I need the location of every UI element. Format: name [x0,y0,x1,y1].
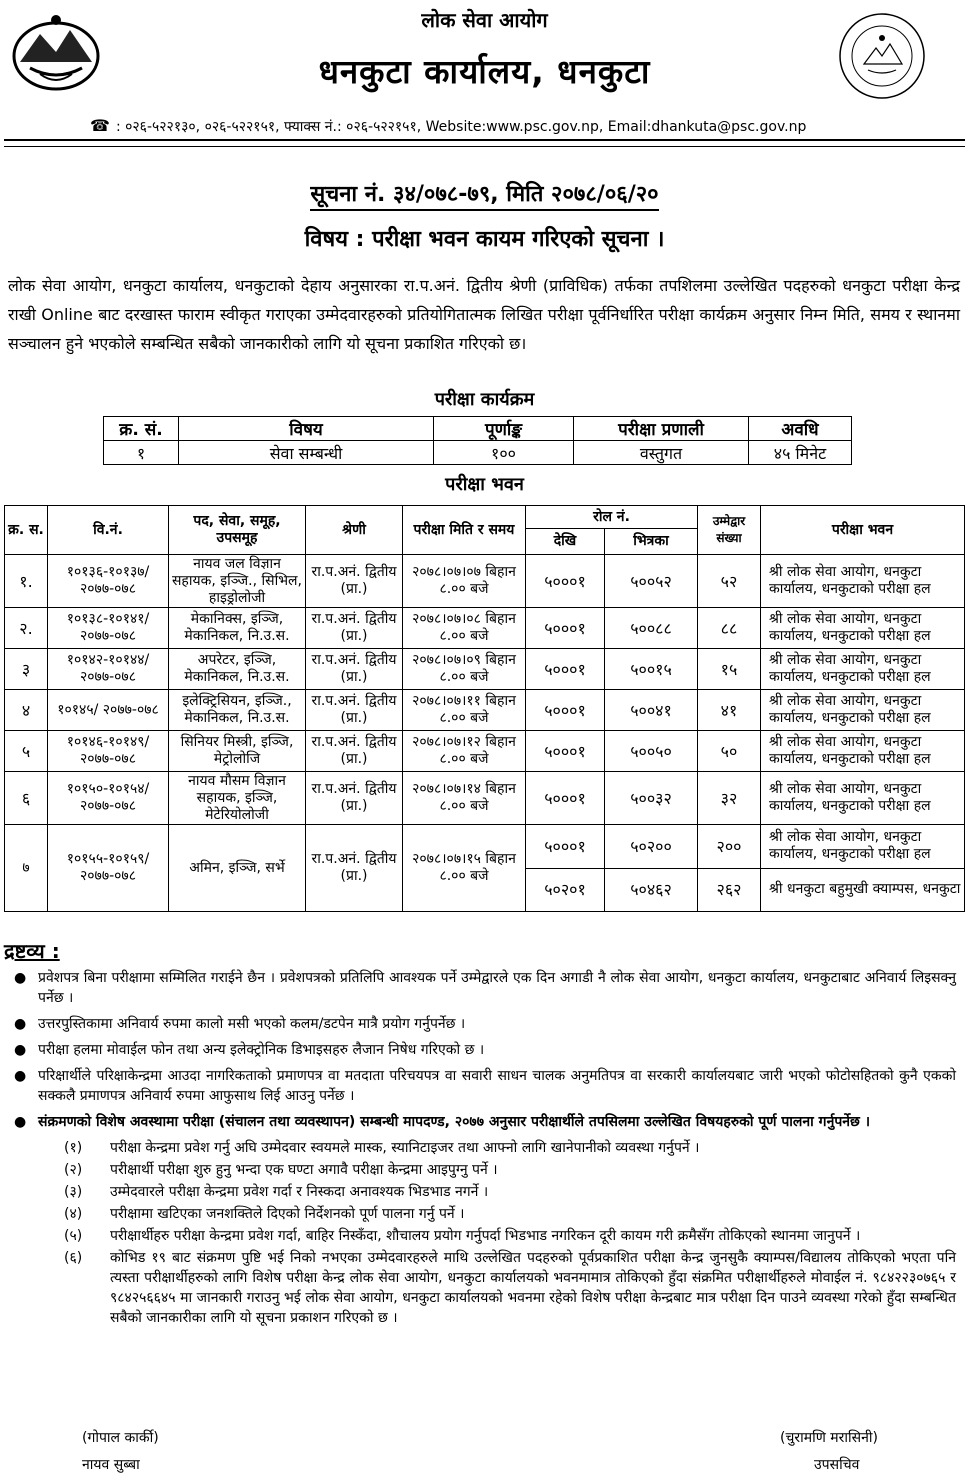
hall-sn: ४ [5,690,48,731]
signatory-title: नायव सुब्बा [82,1457,140,1473]
hall-post: अपरेटर, इञ्जि, मेकानिकल, नि.उ.स. [169,649,306,690]
schedule-cell: वस्तुगत [574,441,749,465]
item-number: (४) [64,1206,83,1222]
hall-level: रा.प.अनं. द्वितीय (प्रा.) [306,555,403,608]
contact-line [90,116,806,136]
bullet-icon: ● [14,1114,27,1130]
hall-header-from: देखि [526,529,605,555]
hall-adv: १०१५०-१०१५४/ २०७७-०७८ [48,772,169,825]
hall-level: रा.प.अनं. द्वितीय (प्रा.) [306,649,403,690]
list-item: (४) परीक्षामा खटिएका जनशक्तिले दिएको निर्देशनको पूर्ण पालना गर्नु पर्ने । [64,1206,465,1222]
hall-datetime: २०७८।०७।०९ बिहान ८.०० बजे [403,649,526,690]
hall-sn: ३ [5,649,48,690]
hall-adv: १०१४६-१०१४९/ २०७७-०७८ [48,731,169,772]
hall-count: २०० [698,825,761,869]
hall-roll-to: ५००५० [605,731,698,772]
schedule-header-row [104,417,852,441]
header-divider-thin [4,146,965,147]
notes-section [14,968,956,1330]
list-item: (६) कोभिड १९ बाट संक्रमण पुष्टि भई निको नभएका उम्मेदवारहरुले माथि उल्लेखित पदहरुको पूर्वप्रकाशित परीक्षा केन्द्र जुनसुकै क्याम्पस/विद्यालय तोकिएको भएता पनि त्यस्ता परीक्षार्थीहरुको लागि विशेष परीक्षा केन्द्र लोक सेवा आयोग, धनकुटा कार्यालयको भवनमामात्र तोकिएको हुँदा संक्रमित परीक्षार्थीहरुले मोवाईल नं. ९८४२२३०७६५ र ९८४२५६६४५ मा जानकारी गराउनु भई लोक सेवा आयोग, धनकुटा कार्यालयको भवनमा रहेको विशेष परीक्षा केन्द्रबाट मात्र परीक्षा दिन पाउने व्यवस्था गरेको हुँदा सम्बन्धित सबैको जानकारीका लागि यो सूचना प्रकाशन गरिएको छ । [64,1250,956,1326]
hall-level: रा.प.अनं. द्वितीय (प्रा.) [306,772,403,825]
list-item: ● परिक्षार्थीले परिक्षाकेन्द्रमा आउदा नागरिकताको प्रमाणपत्र वा मतदाता परिचयपत्र वा सवारी साधन चालक अनुमतिपत्र वा सरकारी कार्यालयबाट जारी भएको फोटोसहितको कुनै एकको सक्कलै प्रमाणपत्र अनिवार्य रुपमा आफुसाथ लिई आउनु पर्नेछ । [14,1068,956,1104]
hall-adv: १०१३६-१०१३७/ २०७७-०७८ [48,555,169,608]
hall-adv: १०१४२-१०१४४/ २०७७-०७८ [48,649,169,690]
schedule-header: अवधि [749,417,852,441]
office-name: धनकुटा कार्यालय, धनकुटा [318,52,651,91]
item-number: (१) [64,1140,83,1156]
schedule-cell: १ [104,441,179,465]
hall-venue: श्री लोक सेवा आयोग, धनकुटा कार्यालय, धनकुटाको परीक्षा हल [761,825,965,869]
item-number: (२) [64,1162,83,1178]
item-number: (५) [64,1228,83,1244]
hall-roll-to: ५००४१ [605,690,698,731]
hall-level: रा.प.अनं. द्वितीय (प्रा.) [306,690,403,731]
schedule-header: परीक्षा प्रणाली [574,417,749,441]
hall-roll-to: ५००८८ [605,608,698,649]
list-item: (१) परीक्षा केन्द्रमा प्रवेश गर्नु अघि उम्मेदवार स्वयमले मास्क, स्यानिटाइजर तथा आफ्नो लागि खानेपानीको व्यवस्था गर्नुपर्ने । [64,1140,700,1156]
signature-right [780,1425,878,1479]
item-number: (३) [64,1184,83,1200]
hall-header-to: भित्रका [605,529,698,555]
letterhead [0,0,969,150]
hall-sn: २. [5,608,48,649]
hall-post: अमिन, इञ्जि, सर्भे [169,825,306,912]
list-item: (२) परीक्षार्थी परीक्षा शुरु हुनु भन्दा एक घण्टा अगावै परीक्षा केन्द्रमा आइपुग्नु पर्ने । [64,1162,498,1178]
schedule-title: परीक्षा कार्यक्रम [434,389,535,410]
hall-post: नायव जल विज्ञान सहायक, इञ्जि., सिभिल, हाइड्रोलोजी [169,555,306,608]
hall-sn: १. [5,555,48,608]
hall-venue: श्री लोक सेवा आयोग, धनकुटा कार्यालय, धनकुटाको परीक्षा हल [761,731,965,772]
hall-header-post: पद, सेवा, समूह, उपसमूह [169,506,306,555]
schedule-cell: १०० [434,441,574,465]
list-item: ● प्रवेशपत्र बिना परीक्षामा सम्मिलित गराईने छैन । प्रवेशपत्रको प्रतिलिपि आवश्यक पर्ने उम्मेद्वारले एक दिन अगाडी नै लोक सेवा आयोग, धनकुटा कार्यालय, धनकुटाबाट अनिवार्य लिइसक्नु पर्नेछ । [14,970,956,1006]
hall-post: इलेक्ट्रिसियन, इञ्जि., मेकानिकल, नि.उ.स. [169,690,306,731]
hall-roll-from: ५०००१ [526,825,605,869]
schedule-table [103,416,852,465]
hall-venue: श्री लोक सेवा आयोग, धनकुटा कार्यालय, धनकुटाको परीक्षा हल [761,649,965,690]
table-row [5,649,965,690]
notes-title: द्रष्टव्य : [4,939,60,963]
hall-header-count: उम्मेद्वार संख्या [698,506,761,555]
table-row [5,555,965,608]
hall-sn: ६ [5,772,48,825]
hall-level: रा.प.अनं. द्वितीय (प्रा.) [306,825,403,912]
signatory-name: (गोपाल कार्की) [82,1430,159,1446]
notice-number: सूचना नं. ३४/०७८-७९, मिति २०७८/०६/२० [0,178,969,208]
hall-datetime: २०७८।०७।१४ बिहान ८.०० बजे [403,772,526,825]
psc-seal-icon [836,12,928,100]
exam-hall-table [4,505,965,912]
hall-venue: श्री लोक सेवा आयोग, धनकुटा कार्यालय, धनकुटाको परीक्षा हल [761,608,965,649]
hall-venue: श्री लोक सेवा आयोग, धनकुटा कार्यालय, धनकुटाको परीक्षा हल [761,555,965,608]
hall-header-adv: वि.नं. [48,506,169,555]
hall-roll-from: ५०००१ [526,690,605,731]
signatory-title: उपसचिव [814,1457,860,1473]
hall-header-datetime: परीक्षा मिति र समय [403,506,526,555]
table-row [5,731,965,772]
table-row [5,690,965,731]
list-item: (५) परीक्षार्थीहरु परीक्षा केन्द्रमा प्रवेश गर्दा, बाहिर निस्कँदा, शौचालय प्रयोग गर्नुपर्दा भिडभाड नगरिकन दूरी कायम गरी क्रमैसँग तोकिएको स्थानमा जानुपर्ने । [64,1228,861,1244]
hall-post: मेकानिक्स, इञ्जि, मेकानिकल, नि.उ.स. [169,608,306,649]
hall-post: नायव मौसम विज्ञान सहायक, इञ्जि, मेटेरियोलोजी [169,772,306,825]
hall-header-row [5,506,965,529]
hall-level: रा.प.अनं. द्वितीय (प्रा.) [306,731,403,772]
hall-header-venue: परीक्षा भवन [761,506,965,555]
signature-left [82,1425,159,1479]
hall-sn: ५ [5,731,48,772]
hall-roll-to: ५००१५ [605,649,698,690]
schedule-header: विषय [179,417,434,441]
signatory-name: (चुरामणि मरासिनी) [780,1430,878,1446]
hall-header-level: श्रेणी [306,506,403,555]
hall-sn: ७ [5,825,48,912]
hall-venue: श्री लोक सेवा आयोग, धनकुटा कार्यालय, धनकुटाको परीक्षा हल [761,690,965,731]
list-item: (३) उम्मेदवारले परीक्षा केन्द्रमा प्रवेश गर्दा र निस्कदा अनावश्यक भिडभाड नगर्ने । [64,1184,489,1200]
schedule-row [104,441,852,465]
header-divider [4,139,965,141]
hall-adv: १०१५५-१०१५९/ २०७७-०७८ [48,825,169,912]
hall-level: रा.प.अनं. द्वितीय (प्रा.) [306,608,403,649]
hall-count: २६२ [698,868,761,912]
hall-roll-from: ५०००१ [526,649,605,690]
hall-roll-from: ५०००१ [526,555,605,608]
schedule-header: क्र. सं. [104,417,179,441]
hall-roll-from: ५०००१ [526,608,605,649]
list-item: ● संक्रमणको विशेष अवस्थामा परीक्षा (संचालन तथा व्यवस्थापन) सम्बन्धी मापदण्ड, २०७७ अनुसार परीक्षार्थीले तपसिलमा उल्लेखित विषयहरुको पूर्ण पालना गर्नुपर्नेछ । [14,1114,871,1130]
hall-roll-from: ५०००१ [526,772,605,825]
hall-count: ४१ [698,690,761,731]
table-row [5,772,965,825]
hall-adv: १०१४५/ २०७७-०७८ [48,690,169,731]
hall-datetime: २०७८।०७।०७ बिहान ८.०० बजे [403,555,526,608]
schedule-cell: सेवा सम्बन्धी [179,441,434,465]
hall-roll-to: ५०२०० [605,825,698,869]
hall-adv: १०१३८-१०१४१/ २०७७-०७८ [48,608,169,649]
hall-datetime: २०७८।०७।१२ बिहान ८.०० बजे [403,731,526,772]
hall-post: सिनियर मिस्त्री, इञ्जि, मेट्रोलोजि [169,731,306,772]
bullet-icon: ● [14,1068,27,1084]
hall-venue: श्री धनकुटा बहुमुखी क्याम्पस, धनकुटा [761,868,965,912]
hall-header-roll: रोल नं. [526,506,698,529]
notice-subject: विषय : परीक्षा भवन कायम गरिएको सूचना । [304,227,665,252]
hall-datetime: २०७८।०७।०८ बिहान ८.०० बजे [403,608,526,649]
table-row [5,825,965,869]
hall-count: ८८ [698,608,761,649]
bullet-icon: ● [14,1016,27,1032]
bullet-icon: ● [14,970,27,986]
organization-name: लोक सेवा आयोग [421,8,548,32]
exam-hall-title: परीक्षा भवन [445,474,524,495]
hall-count: ३२ [698,772,761,825]
hall-roll-to: ५०४६२ [605,868,698,912]
phone-icon: ☎ [90,116,110,135]
hall-count: ५२ [698,555,761,608]
list-item: ● उत्तरपुस्तिकामा अनिवार्य रुपमा कालो मसी भएको कलम/डटपेन मात्रै प्रयोग गर्नुपर्नेछ । [14,1016,466,1032]
bullet-icon: ● [14,1042,27,1058]
hall-roll-from: ५०००१ [526,731,605,772]
hall-datetime: २०७८।०७।११ बिहान ८.०० बजे [403,690,526,731]
table-row [5,608,965,649]
hall-venue: श्री लोक सेवा आयोग, धनकुटा कार्यालय, धनकुटाको परीक्षा हल [761,772,965,825]
schedule-header: पूर्णाङ्क [434,417,574,441]
hall-count: ५० [698,731,761,772]
hall-roll-to: ५००५२ [605,555,698,608]
hall-roll-to: ५००३२ [605,772,698,825]
schedule-cell: ४५ मिनेट [749,441,852,465]
item-number: (६) [64,1250,83,1266]
hall-datetime: २०७८।०७।१५ बिहान ८.०० बजे [403,825,526,912]
hall-header-sn: क्र. स. [5,506,48,555]
hall-roll-from: ५०२०१ [526,868,605,912]
notice-paragraph: लोक सेवा आयोग, धनकुटा कार्यालय, धनकुटाको देहाय अनुसारका रा.प.अनं. द्वितीय श्रेणी (प्राविधिक) तर्फका तपशिलमा उल्लेखित पदहरुको धनकुटा परीक्षा केन्द्र राखी Online बाट दरखास्त फाराम स्वीकृत गराएका उम्मेदवारहरुको प्रतियोगितात्मक लिखित परीक्षा पूर्वनिर्धारित परीक्षा कार्यक्रम अनुसार निम्न मिति, समय र स्थानमा सञ्चालन हुने भएकोले सम्बन्धित सबैको जानकारीको लागि यो सूचना प्रकाशित गरिएको छ। [8,276,960,353]
list-item: ● परीक्षा हलमा मोवाईल फोन तथा अन्य इलेक्ट्रोनिक डिभाइसहरु लैजान निषेध गरिएको छ । [14,1042,485,1058]
hall-count: १५ [698,649,761,690]
contact-text: : ०२६-५२२१३०, ०२६-५२२१५१, फ्याक्स नं.: ०२६-५२२१५१, Website:www.psc.gov.np, Email:dhankuta@psc.gov.np [115,119,807,135]
